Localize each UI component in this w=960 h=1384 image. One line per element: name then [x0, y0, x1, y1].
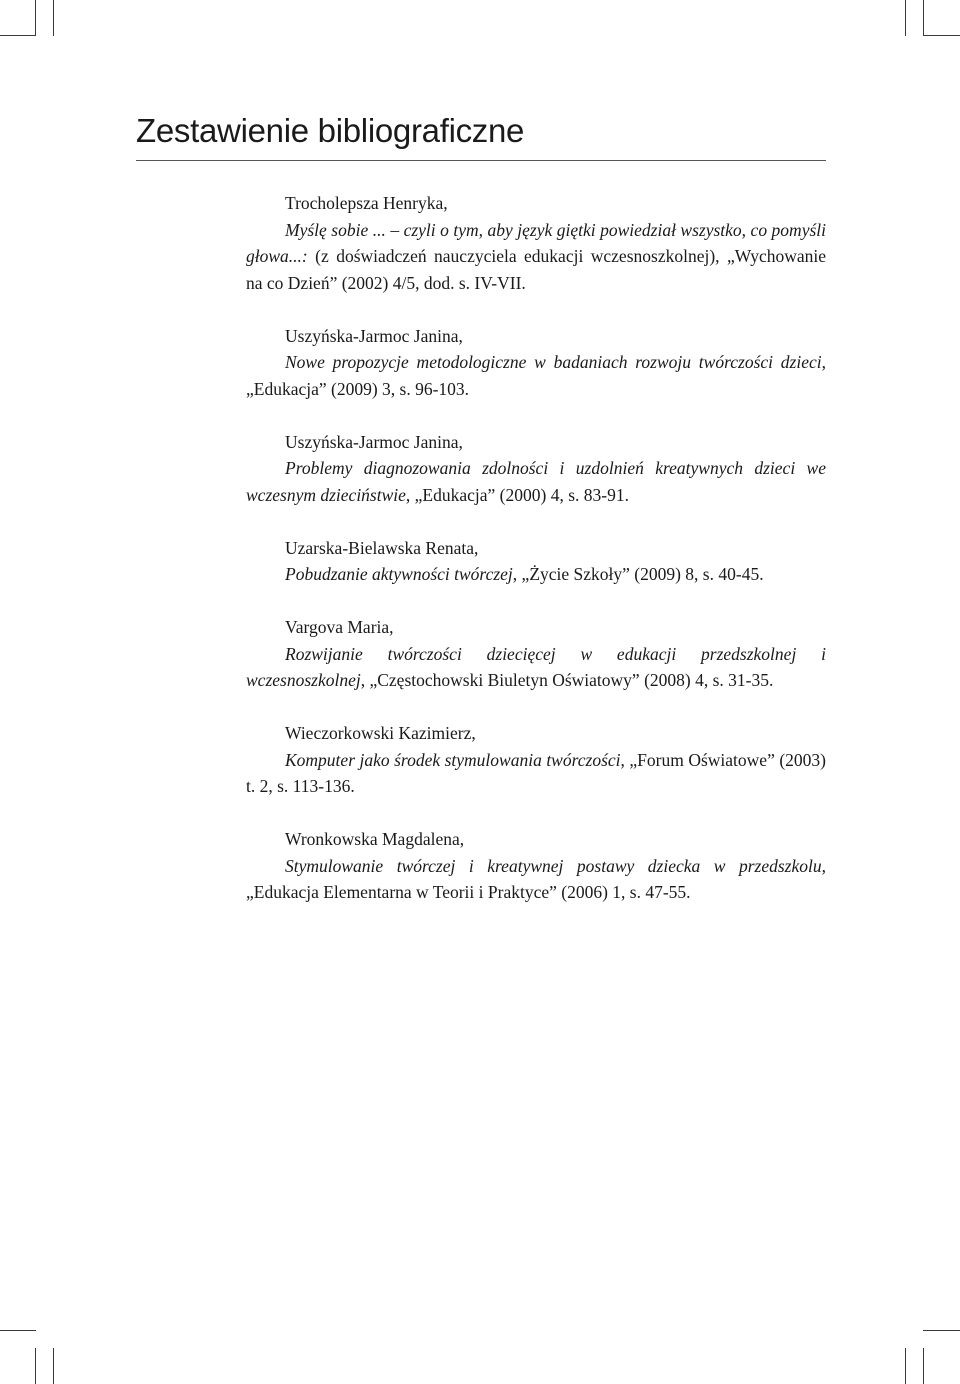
page-title: Zestawienie bibliograficzne [136, 112, 525, 149]
bibliography-entry [246, 429, 826, 509]
crop-mark-top-left-h [0, 35, 36, 36]
bibliography-entry [246, 720, 826, 800]
entry-source: , „Edukacja Elementarna w Teorii i Praktyce” (2006) 1, s. 47-55. [246, 855, 826, 902]
entry-title: Myślę sobie ... – czyli o tym, aby język giętki powiedział wszystko, co pomyśli głowa...: [246, 219, 826, 266]
entry-title: Stymulowanie twórczej i kreatywnej postawy dziecka w przedszkolu [285, 855, 822, 876]
bibliography-entry [246, 535, 826, 588]
crop-mark-bottom-right-h [923, 1330, 960, 1331]
crop-mark-bottom-right-v1 [905, 1348, 906, 1384]
crop-mark-bottom-right-v2 [923, 1348, 924, 1384]
crop-mark-bottom-left-h [0, 1330, 36, 1331]
entry-author: Wronkowska Magdalena, [285, 829, 465, 849]
crop-mark-top-left-v1 [35, 0, 36, 36]
bibliography-entry [246, 614, 826, 694]
entry-source: (z doświadczeń nauczyciela edukacji wczesnoszkolnej), „Wychowanie na co Dzień” (2002) 4/5, dod. s. IV-VII. [246, 246, 826, 293]
entry-source: , „Częstochowski Biuletyn Oświatowy” (2008) 4, s. 31-35. [360, 670, 774, 690]
crop-mark-top-left-v2 [53, 0, 54, 36]
crop-mark-bottom-left-v1 [35, 1348, 36, 1384]
entry-author: Uszyńska-Jarmoc Janina, [285, 431, 463, 452]
entry-title: Nowe propozycje metodologiczne w badaniach rozwoju twórczości dzieci [285, 352, 822, 372]
crop-mark-top-right-h [923, 35, 960, 36]
title-rule [136, 160, 826, 161]
bibliography-entry [246, 826, 826, 906]
entry-source: , „Edukacja” (2000) 4, s. 83-91. [405, 484, 629, 505]
entry-author: Uszyńska-Jarmoc Janina, [285, 325, 463, 346]
entry-author: Wieczorkowski Kazimierz, [285, 723, 476, 743]
entry-author: Vargova Maria, [285, 617, 394, 637]
bibliography-entry [246, 323, 826, 403]
entry-title: Rozwijanie twórczości dziecięcej w edukacji przedszkolnej i wczesnoszkolnej [246, 643, 826, 690]
entry-author: Uzarska-Bielawska Renata, [285, 537, 479, 558]
crop-mark-bottom-left-v2 [53, 1348, 54, 1384]
bibliography-entry [246, 190, 826, 296]
entry-source: , „Edukacja” (2009) 3, s. 96-103. [246, 352, 826, 399]
entry-author: Trocholepsza Henryka, [285, 193, 448, 213]
entry-title: Problemy diagnozowania zdolności i uzdolnień kreatywnych dzieci we wczesnym dzieciństwie [246, 458, 826, 505]
entry-title: Komputer jako środek stymulowania twórczości [285, 749, 621, 770]
crop-mark-top-right-v2 [923, 0, 924, 36]
crop-mark-top-right-v1 [905, 0, 906, 36]
entry-source: , „Życie Szkoły” (2009) 8, s. 40-45. [512, 564, 764, 584]
bibliography-list [246, 190, 826, 932]
entry-title: Pobudzanie aktywności twórczej [285, 564, 513, 584]
entry-source: , „Forum Oświatowe” (2003) t. 2, s. 113-136. [246, 749, 826, 796]
